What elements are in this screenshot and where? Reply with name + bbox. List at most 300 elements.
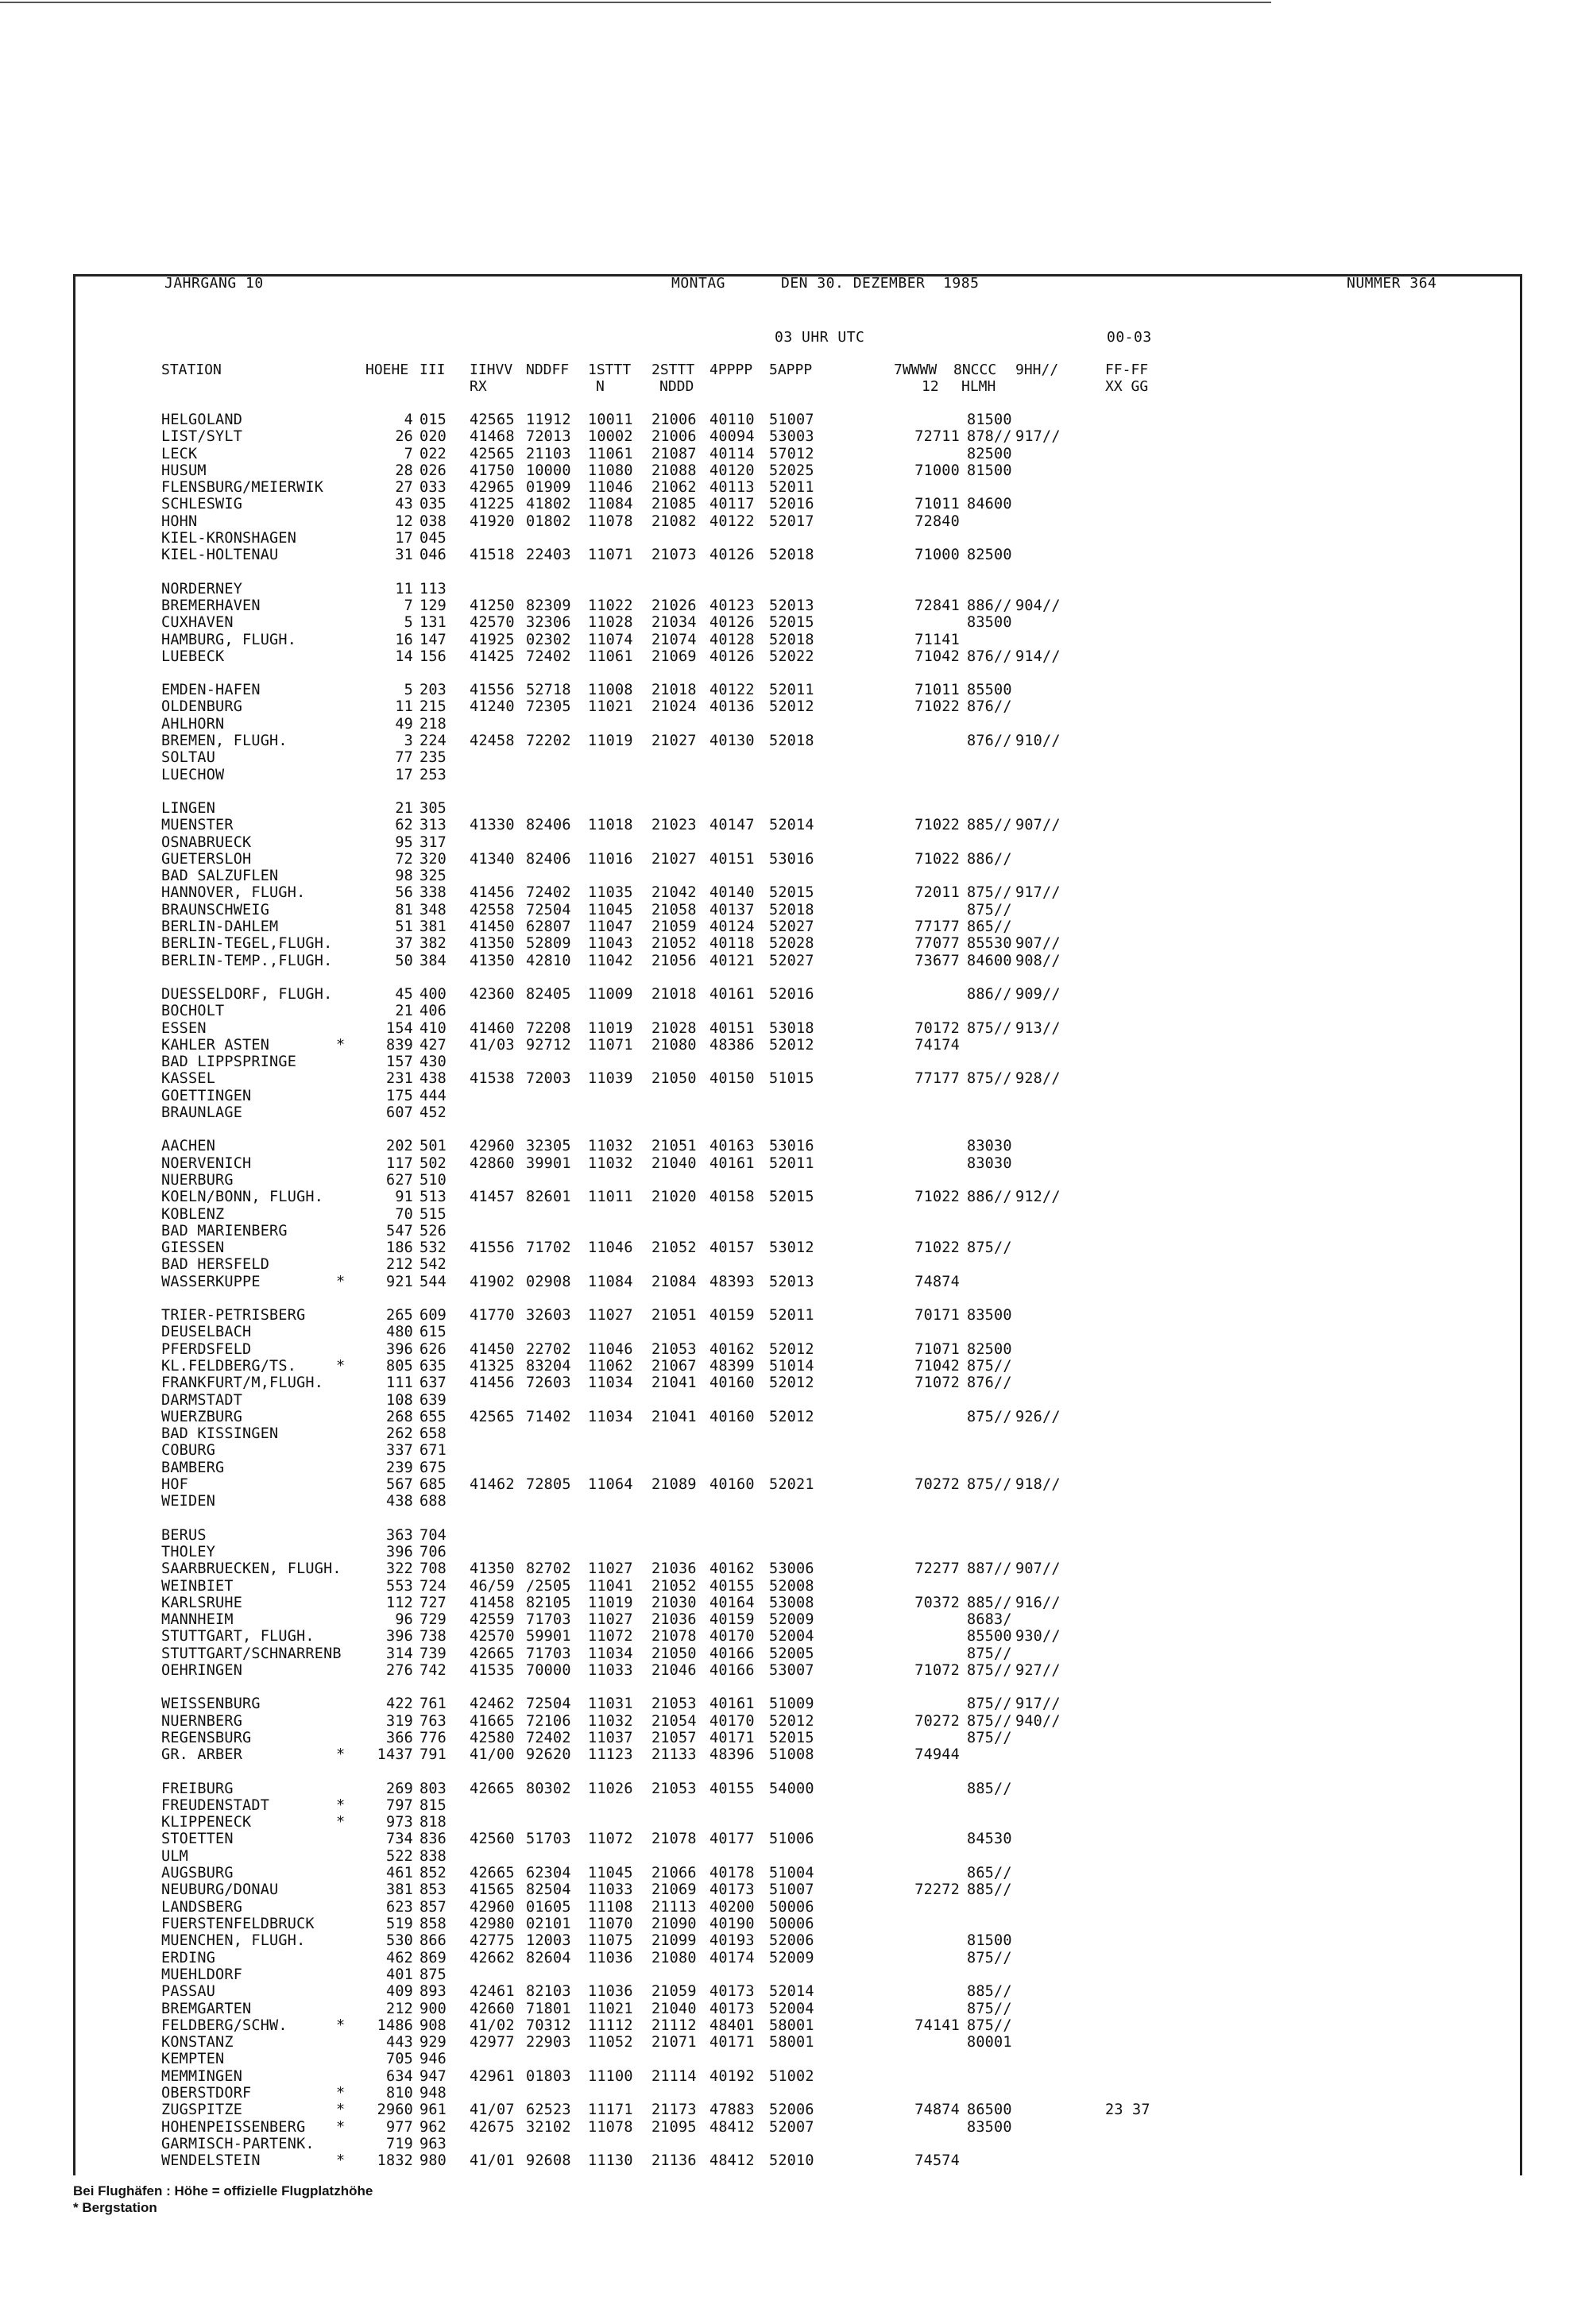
station-id: 739 xyxy=(419,1645,447,1662)
group-iihvv: 41/03 xyxy=(470,1037,515,1054)
station-id: 026 xyxy=(419,462,447,479)
group-8nccc: 81500 xyxy=(967,1932,1012,1949)
station-id: 406 xyxy=(419,1003,447,1019)
station-name: STUTTGART/SCHNARRENB xyxy=(161,1645,342,1662)
station-id: 948 xyxy=(419,2085,447,2102)
station-name: AHLHORN xyxy=(161,716,225,733)
height: 37 xyxy=(395,935,413,952)
station-name: DUESSELDORF, FLUGH. xyxy=(161,986,333,1003)
mountain-mark: * xyxy=(336,2085,346,2102)
group-4pppp: 40151 xyxy=(709,851,755,868)
group-4pppp: 47883 xyxy=(709,2102,755,2118)
group-2sttt: 21059 xyxy=(651,1983,697,2000)
group-9hh: 917// xyxy=(1015,884,1061,901)
group-1sttt: 11033 xyxy=(588,1881,633,1898)
station-id: 763 xyxy=(419,1713,447,1730)
station-id: 980 xyxy=(419,2152,447,2169)
group-1sttt: 11026 xyxy=(588,1781,633,1797)
group-5appp: 52004 xyxy=(769,2001,814,2017)
group-4pppp: 40151 xyxy=(709,1020,755,1037)
height: 70 xyxy=(395,1206,413,1223)
station-id: 515 xyxy=(419,1206,447,1223)
station-name: ZUGSPITZE xyxy=(161,2102,243,2118)
height: 1832 xyxy=(377,2152,413,2169)
group-5appp: 53016 xyxy=(769,851,814,868)
group-7wwww: 74874 xyxy=(914,2102,960,2118)
group-5appp: 51015 xyxy=(769,1070,814,1087)
group-nddff: 52718 xyxy=(526,682,571,698)
station-id: 836 xyxy=(419,1831,447,1847)
group-9hh: 918// xyxy=(1015,1476,1061,1493)
group-1sttt: 11022 xyxy=(588,597,633,614)
station-name: THOLEY xyxy=(161,1544,216,1560)
group-9hh: 916// xyxy=(1015,1595,1061,1611)
group-8nccc: 84530 xyxy=(967,1831,1012,1847)
group-2sttt: 21041 xyxy=(651,1375,697,1391)
group-4pppp: 40173 xyxy=(709,1881,755,1898)
group-2sttt: 21090 xyxy=(651,1916,697,1932)
group-8nccc: 85530 xyxy=(967,935,1012,952)
group-iihvv: 41665 xyxy=(470,1713,515,1730)
group-9hh: 917// xyxy=(1015,428,1061,445)
group-7wwww: 71011 xyxy=(914,682,960,698)
station-name: BREMEN, FLUGH. xyxy=(161,733,288,749)
group-nddff: 01802 xyxy=(526,513,571,530)
mountain-mark: * xyxy=(336,1797,346,1814)
col-ffff: FF-FF xyxy=(1105,362,1149,378)
group-8nccc: 80001 xyxy=(967,2034,1012,2051)
group-1sttt: 11039 xyxy=(588,1070,633,1087)
group-1sttt: 11034 xyxy=(588,1409,633,1425)
group-4pppp: 40158 xyxy=(709,1189,755,1205)
group-4pppp: 40130 xyxy=(709,733,755,749)
group-iihvv: 42662 xyxy=(470,1950,515,1966)
group-iihvv: 41450 xyxy=(470,1341,515,1358)
group-nddff: 32306 xyxy=(526,614,571,631)
station-name: NUERBURG xyxy=(161,1172,234,1189)
height: 231 xyxy=(385,1070,413,1087)
group-nddff: 82604 xyxy=(526,1950,571,1966)
station-name: COBURG xyxy=(161,1442,216,1459)
group-1sttt: 11032 xyxy=(588,1713,633,1730)
group-4pppp: 40160 xyxy=(709,1476,755,1493)
group-5appp: 52015 xyxy=(769,614,814,631)
footnote-airport: Bei Flughäfen : Höhe = offizielle Flugplatzhöhe xyxy=(73,2183,373,2198)
group-7wwww: 71011 xyxy=(914,496,960,512)
height: 396 xyxy=(385,1341,413,1358)
group-iihvv: 41460 xyxy=(470,1020,515,1037)
group-2sttt: 21028 xyxy=(651,1020,697,1037)
group-nddff: 12003 xyxy=(526,1932,571,1949)
station-name: LINGEN xyxy=(161,800,216,817)
col-station: STATION xyxy=(161,362,222,378)
col-nddff: NDDFF xyxy=(526,362,570,378)
group-5appp: 52028 xyxy=(769,935,814,952)
group-nddff: 71402 xyxy=(526,1409,571,1425)
group-7wwww: 71042 xyxy=(914,648,960,665)
group-nddff: 92608 xyxy=(526,2152,571,2169)
group-7wwww: 72711 xyxy=(914,428,960,445)
group-5appp: 52006 xyxy=(769,1932,814,1949)
group-iihvv: 41538 xyxy=(470,1070,515,1087)
station-name: BAD LIPPSPRINGE xyxy=(161,1054,297,1070)
group-nddff: 80302 xyxy=(526,1781,571,1797)
group-2sttt: 21034 xyxy=(651,614,697,631)
group-5appp: 52027 xyxy=(769,953,814,969)
station-id: 947 xyxy=(419,2068,447,2085)
group-nddff: 22702 xyxy=(526,1341,571,1358)
group-nddff: 82405 xyxy=(526,986,571,1003)
group-5appp: 51004 xyxy=(769,1865,814,1881)
height: 1437 xyxy=(377,1746,413,1763)
group-1sttt: 11019 xyxy=(588,733,633,749)
station-id: 655 xyxy=(419,1409,447,1425)
group-nddff: 72805 xyxy=(526,1476,571,1493)
group-iihvv: 41350 xyxy=(470,935,515,952)
group-nddff: 22903 xyxy=(526,2034,571,2051)
group-5appp: 52016 xyxy=(769,986,814,1003)
group-2sttt: 21059 xyxy=(651,918,697,935)
station-name: HAMBURG, FLUGH. xyxy=(161,632,297,648)
group-1sttt: 11019 xyxy=(588,1595,633,1611)
station-name: WEINBIET xyxy=(161,1578,234,1595)
station-name: BOCHOLT xyxy=(161,1003,225,1019)
group-4pppp: 40161 xyxy=(709,1696,755,1712)
group-4pppp: 40162 xyxy=(709,1341,755,1358)
height: 91 xyxy=(395,1189,413,1205)
group-2sttt: 21040 xyxy=(651,1155,697,1172)
height: 5 xyxy=(404,614,413,631)
group-5appp: 52018 xyxy=(769,632,814,648)
group-nddff: 82504 xyxy=(526,1881,571,1898)
group-1sttt: 11071 xyxy=(588,1037,633,1054)
group-5appp: 52014 xyxy=(769,817,814,833)
group-iihvv: 41535 xyxy=(470,1662,515,1679)
group-7wwww: 74141 xyxy=(914,2017,960,2034)
group-5appp: 52004 xyxy=(769,1628,814,1645)
group-4pppp: 40166 xyxy=(709,1645,755,1662)
group-2sttt: 21136 xyxy=(651,2152,697,2169)
group-iihvv: 42665 xyxy=(470,1865,515,1881)
group-1sttt: 11071 xyxy=(588,547,633,563)
station-id: 526 xyxy=(419,1223,447,1239)
group-iihvv: 42775 xyxy=(470,1932,515,1949)
group-9hh: 940// xyxy=(1015,1713,1061,1730)
height: 21 xyxy=(395,800,413,817)
group-9hh: 928// xyxy=(1015,1070,1061,1087)
height: 634 xyxy=(385,2068,413,2085)
group-nddff: 92712 xyxy=(526,1037,571,1054)
station-name: LECK xyxy=(161,446,198,462)
group-1sttt: 11112 xyxy=(588,2017,633,2034)
station-name: OLDENBURG xyxy=(161,698,243,715)
group-nddff: 41802 xyxy=(526,496,571,512)
group-4pppp: 40171 xyxy=(709,1730,755,1746)
height: 51 xyxy=(395,918,413,935)
group-5appp: 52009 xyxy=(769,1611,814,1628)
group-5appp: 52013 xyxy=(769,597,814,614)
height: 81 xyxy=(395,902,413,918)
group-5appp: 52010 xyxy=(769,2152,814,2169)
station-id: 313 xyxy=(419,817,447,833)
station-name: PASSAU xyxy=(161,1983,216,2000)
height: 112 xyxy=(385,1595,413,1611)
group-2sttt: 21074 xyxy=(651,632,697,648)
group-nddff: 21103 xyxy=(526,446,571,462)
group-nddff: 62807 xyxy=(526,918,571,935)
height: 522 xyxy=(385,1848,413,1865)
group-2sttt: 21053 xyxy=(651,1341,697,1358)
sub-hlmh: HLMH xyxy=(961,378,996,395)
group-8nccc: 83500 xyxy=(967,614,1012,631)
group-ffff: 23 37 xyxy=(1105,2102,1150,2118)
group-1sttt: 11084 xyxy=(588,496,633,512)
group-1sttt: 11021 xyxy=(588,698,633,715)
group-2sttt: 21099 xyxy=(651,1932,697,1949)
group-iihvv: 42461 xyxy=(470,1983,515,2000)
group-8nccc: 875// xyxy=(967,1020,1012,1037)
group-4pppp: 40121 xyxy=(709,953,755,969)
group-5appp: 51006 xyxy=(769,1831,814,1847)
group-8nccc: 875// xyxy=(967,1713,1012,1730)
group-8nccc: 885// xyxy=(967,1595,1012,1611)
station-id: 963 xyxy=(419,2136,447,2152)
group-1sttt: 11123 xyxy=(588,1746,633,1763)
height: 28 xyxy=(395,462,413,479)
group-4pppp: 48412 xyxy=(709,2152,755,2169)
group-7wwww: 77077 xyxy=(914,935,960,952)
group-nddff: 82406 xyxy=(526,817,571,833)
mountain-mark: * xyxy=(336,1814,346,1831)
group-7wwww: 70171 xyxy=(914,1307,960,1324)
group-2sttt: 21027 xyxy=(651,851,697,868)
height: 462 xyxy=(385,1950,413,1966)
group-5appp: 52008 xyxy=(769,1578,814,1595)
station-name: MUENCHEN, FLUGH. xyxy=(161,1932,306,1949)
group-2sttt: 21054 xyxy=(651,1713,697,1730)
station-id: 706 xyxy=(419,1544,447,1560)
group-1sttt: 11072 xyxy=(588,1831,633,1847)
station-name: BAD KISSINGEN xyxy=(161,1425,279,1442)
group-4pppp: 48396 xyxy=(709,1746,755,1763)
group-7wwww: 74874 xyxy=(914,1274,960,1290)
station-id: 803 xyxy=(419,1781,447,1797)
group-8nccc: 83500 xyxy=(967,2119,1012,2136)
group-nddff: 72305 xyxy=(526,698,571,715)
group-2sttt: 21018 xyxy=(651,682,697,698)
group-4pppp: 40157 xyxy=(709,1239,755,1256)
height: 212 xyxy=(385,1256,413,1273)
station-name: HOHENPEISSENBERG xyxy=(161,2119,306,2136)
group-4pppp: 40147 xyxy=(709,817,755,833)
group-5appp: 51002 xyxy=(769,2068,814,2085)
station-id: 033 xyxy=(419,479,447,496)
group-iihvv: 42665 xyxy=(470,1645,515,1662)
station-id: 857 xyxy=(419,1899,447,1916)
group-7wwww: 74574 xyxy=(914,2152,960,2169)
group-8nccc: 878// xyxy=(967,428,1012,445)
group-8nccc: 86500 xyxy=(967,2102,1012,2118)
height: 396 xyxy=(385,1628,413,1645)
group-2sttt: 21082 xyxy=(651,513,697,530)
issue-date: DEN 30. DEZEMBER 1985 xyxy=(781,275,980,292)
height: 734 xyxy=(385,1831,413,1847)
group-9hh: 927// xyxy=(1015,1662,1061,1679)
group-1sttt: 11032 xyxy=(588,1138,633,1154)
station-name: OEHRINGEN xyxy=(161,1662,243,1679)
station-name: KARLSRUHE xyxy=(161,1595,243,1611)
group-7wwww: 71072 xyxy=(914,1662,960,1679)
height: 49 xyxy=(395,716,413,733)
group-iihvv: 41770 xyxy=(470,1307,515,1324)
group-nddff: 70312 xyxy=(526,2017,571,2034)
group-2sttt: 21062 xyxy=(651,479,697,496)
height: 810 xyxy=(385,2085,413,2102)
group-5appp: 53008 xyxy=(769,1595,814,1611)
group-4pppp: 40128 xyxy=(709,632,755,648)
group-nddff: 72504 xyxy=(526,1696,571,1712)
station-name: MUENSTER xyxy=(161,817,234,833)
station-name: KIEL-HOLTENAU xyxy=(161,547,279,563)
group-5appp: 52011 xyxy=(769,1155,814,1172)
col-2sttt: 2STTT xyxy=(651,362,695,378)
group-4pppp: 48412 xyxy=(709,2119,755,2136)
station-name: BAD SALZUFLEN xyxy=(161,868,279,884)
group-nddff: 72504 xyxy=(526,902,571,918)
group-iihvv: 42965 xyxy=(470,479,515,496)
group-4pppp: 48399 xyxy=(709,1358,755,1375)
group-2sttt: 21173 xyxy=(651,2102,697,2118)
station-id: 675 xyxy=(419,1460,447,1476)
group-1sttt: 11041 xyxy=(588,1578,633,1595)
height: 719 xyxy=(385,2136,413,2152)
group-iihvv: 42560 xyxy=(470,1831,515,1847)
station-name: FREUDENSTADT xyxy=(161,1797,270,1814)
group-iihvv: 46/59 xyxy=(470,1578,515,1595)
group-iihvv: 42570 xyxy=(470,614,515,631)
group-9hh: 907// xyxy=(1015,935,1061,952)
station-id: 900 xyxy=(419,2001,447,2017)
height: 212 xyxy=(385,2001,413,2017)
group-nddff: 02302 xyxy=(526,632,571,648)
mountain-mark: * xyxy=(336,1358,346,1375)
group-7wwww: 74174 xyxy=(914,1037,960,1054)
station-id: 338 xyxy=(419,884,447,901)
station-name: KASSEL xyxy=(161,1070,216,1087)
station-id: 035 xyxy=(419,496,447,512)
group-nddff: 72402 xyxy=(526,1730,571,1746)
height: 27 xyxy=(395,479,413,496)
station-id: 382 xyxy=(419,935,447,952)
group-4pppp: 40161 xyxy=(709,1155,755,1172)
group-5appp: 53018 xyxy=(769,1020,814,1037)
station-id: 015 xyxy=(419,412,447,428)
group-9hh: 907// xyxy=(1015,1560,1061,1577)
group-4pppp: 40124 xyxy=(709,918,755,935)
group-5appp: 58001 xyxy=(769,2034,814,2051)
group-iihvv: 42570 xyxy=(470,1628,515,1645)
group-nddff: 82103 xyxy=(526,1983,571,2000)
station-name: MEMMINGEN xyxy=(161,2068,243,2085)
station-name: HELGOLAND xyxy=(161,412,243,428)
height: 607 xyxy=(385,1104,413,1121)
group-2sttt: 21087 xyxy=(651,446,697,462)
station-name: STOETTEN xyxy=(161,1831,234,1847)
group-2sttt: 21006 xyxy=(651,412,697,428)
group-1sttt: 11032 xyxy=(588,1155,633,1172)
sub-rx: RX xyxy=(470,378,487,395)
group-8nccc: 81500 xyxy=(967,462,1012,479)
group-4pppp: 40136 xyxy=(709,698,755,715)
group-iihvv: 41456 xyxy=(470,1375,515,1391)
group-iihvv: 41556 xyxy=(470,682,515,698)
group-1sttt: 11061 xyxy=(588,648,633,665)
height: 62 xyxy=(395,817,413,833)
height: 95 xyxy=(395,834,413,851)
group-5appp: 52011 xyxy=(769,682,814,698)
group-4pppp: 40122 xyxy=(709,513,755,530)
station-id: 381 xyxy=(419,918,447,935)
station-id: 685 xyxy=(419,1476,447,1493)
group-5appp: 52012 xyxy=(769,1713,814,1730)
group-2sttt: 21050 xyxy=(651,1070,697,1087)
group-nddff: 82406 xyxy=(526,851,571,868)
group-5appp: 52021 xyxy=(769,1476,814,1493)
height: 461 xyxy=(385,1865,413,1881)
group-4pppp: 40161 xyxy=(709,986,755,1003)
group-1sttt: 11171 xyxy=(588,2102,633,2118)
group-4pppp: 40162 xyxy=(709,1560,755,1577)
col-9hh: 9HH// xyxy=(1015,362,1059,378)
group-7wwww: 71022 xyxy=(914,698,960,715)
height: 21 xyxy=(395,1003,413,1019)
station-id: 147 xyxy=(419,632,447,648)
height: 268 xyxy=(385,1409,413,1425)
station-name: BERUS xyxy=(161,1527,207,1544)
group-8nccc: 875// xyxy=(967,1662,1012,1679)
group-iihvv: 41225 xyxy=(470,496,515,512)
col-4pppp: 4PPPP xyxy=(709,362,753,378)
station-name: NOERVENICH xyxy=(161,1155,252,1172)
group-2sttt: 21112 xyxy=(651,2017,697,2034)
group-iihvv: 41920 xyxy=(470,513,515,530)
height: 422 xyxy=(385,1696,413,1712)
station-name: KIEL-KRONSHAGEN xyxy=(161,530,297,547)
group-9hh: 912// xyxy=(1015,1189,1061,1205)
height: 31 xyxy=(395,547,413,563)
station-name: WENDELSTEIN xyxy=(161,2152,261,2169)
group-iihvv: 42558 xyxy=(470,902,515,918)
group-4pppp: 40118 xyxy=(709,935,755,952)
group-8nccc: 875// xyxy=(967,902,1012,918)
station-name: GARMISCH-PARTENK. xyxy=(161,2136,315,2152)
station-id: 544 xyxy=(419,1274,447,1290)
station-name: LANDSBERG xyxy=(161,1899,243,1916)
col-7wwww: 7WWWW xyxy=(894,362,938,378)
station-name: KONSTANZ xyxy=(161,2034,234,2051)
height: 17 xyxy=(395,767,413,783)
height: 553 xyxy=(385,1578,413,1595)
station-id: 866 xyxy=(419,1932,447,1949)
station-id: 852 xyxy=(419,1865,447,1881)
height: 623 xyxy=(385,1899,413,1916)
sub-nddd: NDDD xyxy=(659,378,694,395)
group-7wwww: 71071 xyxy=(914,1341,960,1358)
height: 443 xyxy=(385,2034,413,2051)
group-5appp: 51008 xyxy=(769,1746,814,1763)
station-id: 875 xyxy=(419,1966,447,1983)
station-id: 639 xyxy=(419,1392,447,1409)
